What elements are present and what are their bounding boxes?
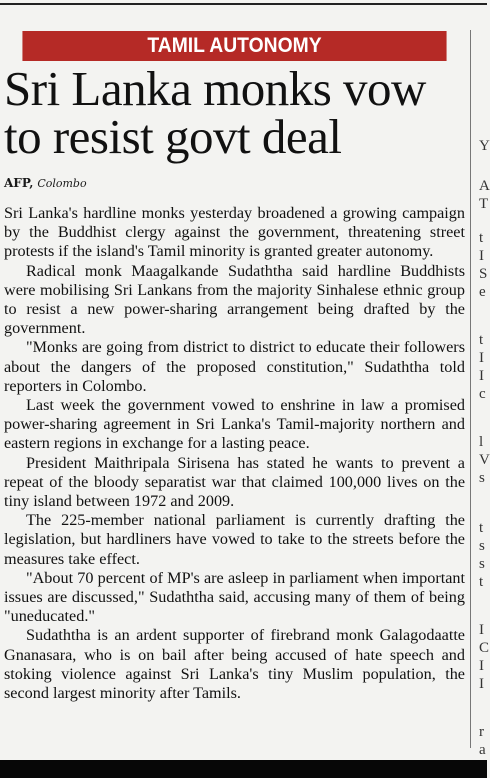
article	[4, 31, 465, 703]
paragraph-2: Radical monk Maagalkande Sudaththa said hardline Buddhists were mobilising Sri Lankans from the majority Sinhalese ethnic group to resist a new power-sharing arrangement being drafted by the government.	[4, 261, 465, 338]
fragment-14: s	[479, 470, 485, 486]
headline-line-1: Sri Lanka monks vow	[4, 61, 426, 116]
paragraph-8: Sudaththa is an ardent supporter of firebrand monk Galagodaatte Gnanasara, who is on bail after being accused of hate speech and stoking violence against Sri Lanka's tiny Muslim population, the second largest minority after Tamils.	[4, 626, 465, 703]
adjacent-column-fragments	[475, 30, 490, 758]
paragraph-1: Sri Lanka's hardline monks yesterday broadened a growing campaign by the Buddhist clergy against the government, threatening street protests if the island's Tamil minority is granted greater autonomy.	[4, 204, 465, 261]
fragment-6: S	[479, 266, 488, 282]
bottom-edge-band	[0, 760, 487, 778]
fragment-19: I	[479, 622, 484, 638]
fragment-10: I	[479, 368, 484, 384]
byline-place: Colombo	[37, 177, 87, 190]
headline-line-2: to resist govt deal	[4, 109, 342, 164]
fragment-1: Y	[479, 138, 490, 154]
fragment-11: c	[479, 386, 486, 402]
byline-agency: AFP,	[4, 176, 34, 190]
fragment-4: t	[479, 230, 484, 246]
fragment-23: r	[479, 724, 484, 740]
fragment-15: t	[479, 520, 484, 536]
headline	[4, 61, 465, 164]
column-divider	[470, 30, 471, 748]
article-body	[4, 204, 465, 703]
fragment-3: T	[479, 196, 489, 212]
paragraph-6: The 225-member national parliament is currently drafting the legislation, but hardliners have vowed to take to the streets before the measures take effect.	[4, 511, 465, 568]
byline	[4, 175, 465, 192]
fragment-2: A	[479, 178, 490, 194]
paragraph-7: "About 70 percent of MP's are asleep in parliament when important issues are discussed," Sudaththa said, accusing many of them of being "uneducated."	[4, 568, 465, 626]
fragment-20: C	[479, 640, 490, 656]
fragment-16: s	[479, 538, 485, 554]
paragraph-4: Last week the government vowed to enshrine in law a promised power-sharing agreement in Sri Lanka's Tamil-majority northern and eastern regions in exchange for a lasting peace.	[4, 396, 465, 453]
top-rule	[0, 3, 487, 5]
fragment-24: a	[479, 742, 486, 758]
fragment-5: I	[479, 248, 484, 264]
fragment-9: I	[479, 350, 484, 366]
fragment-12: l	[479, 434, 484, 450]
paragraph-5: President Maithripala Sirisena has stated he wants to prevent a repeat of the bloody separatist war that claimed 100,000 lives on the tiny island between 1972 and 2009.	[4, 453, 465, 511]
fragment-7: e	[479, 284, 486, 300]
fragment-17: s	[479, 556, 485, 572]
fragment-13: V	[479, 452, 490, 468]
section-label: TAMIL AUTONOMY	[22, 31, 446, 61]
fragment-8: t	[479, 332, 484, 348]
fragment-21: I	[479, 658, 484, 674]
fragment-22: I	[479, 676, 484, 692]
paragraph-3: "Monks are going from district to district to educate their followers about the dangers of the proposed constitution," Sudaththa told reporters in Colombo.	[4, 338, 465, 395]
fragment-18: t	[479, 574, 484, 590]
